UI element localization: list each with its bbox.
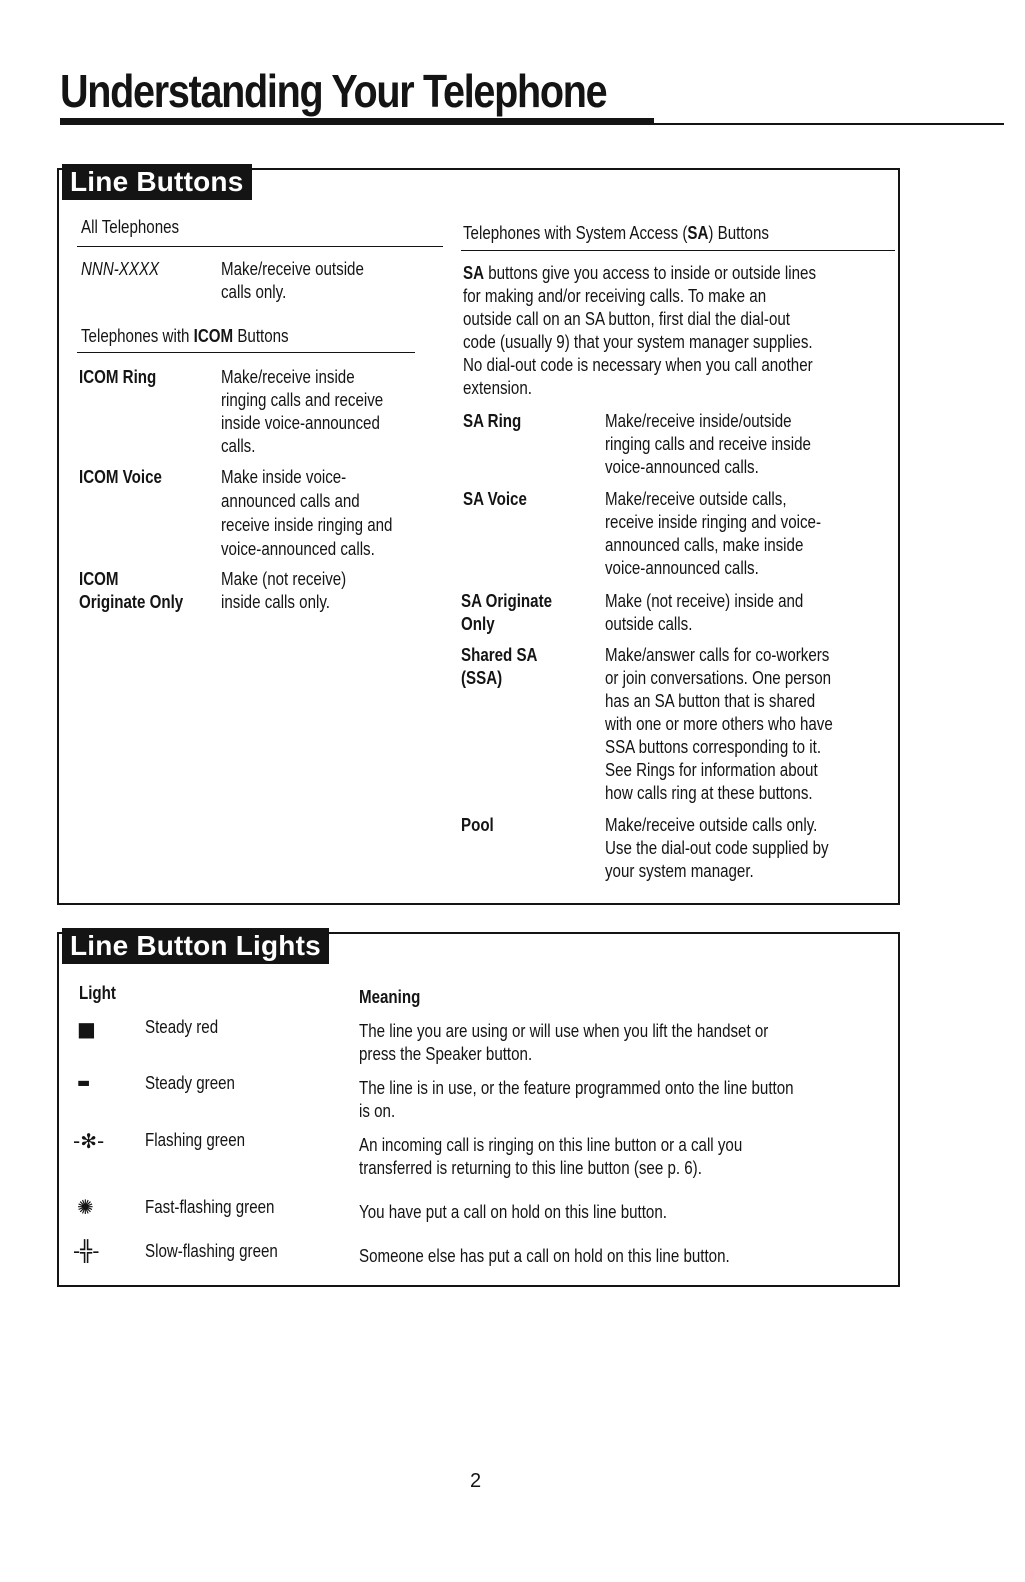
sa-originate-desc-2: outside calls. [605,614,693,634]
steady-green-label: Steady green [145,1073,235,1093]
sa-voice-desc-4: voice-announced calls. [605,558,759,578]
sa-intro-2: for making and/or receiving calls. To make an [463,286,767,306]
icom-voice-desc-3: receive inside ringing and [221,515,393,535]
fast-flashing-green-label: Fast-flashing green [145,1197,275,1217]
nnn-xxxx-term: NNN-XXXX [81,259,160,279]
shared-sa-desc-3: has an SA button that is shared [605,691,816,711]
meaning-column-header: Meaning [359,987,421,1007]
sa-ring-term: SA Ring [463,411,522,431]
light-column-header: Light [79,983,116,1003]
sa-voice-desc-3: announced calls, make inside [605,535,804,555]
shared-sa-desc-7: how calls ring at these buttons. [605,783,813,803]
sa-voice-term: SA Voice [463,489,527,509]
icom-ring-desc-3: inside voice-announced [221,413,380,433]
slow-flashing-green-label: Slow-flashing green [145,1241,278,1261]
sa-originate-term-2: Only [461,614,495,634]
sa-intro-1: SA buttons give you access to inside or outside lines [463,263,817,283]
sa-intro-3: outside call on an SA button, first dial the dial-out [463,309,790,329]
line-button-lights-header: Line Button Lights [62,928,329,964]
divider [77,246,443,247]
steady-red-meaning-1: The line you are using or will use when you lift the handset or [359,1021,769,1041]
icom-voice-desc-2: announced calls and [221,491,360,511]
icom-originate-term-2: Originate Only [79,592,184,612]
shared-sa-desc-2: or join conversations. One person [605,668,832,688]
fast-flashing-green-icon: ✺ [77,1195,94,1219]
sa-ring-desc-1: Make/receive inside/outside [605,411,792,431]
icom-voice-desc-1: Make inside voice- [221,467,347,487]
line-buttons-header: Line Buttons [62,164,252,200]
sa-ring-desc-3: voice-announced calls. [605,457,759,477]
slow-flashing-green-meaning-1: Someone else has put a call on hold on this line button. [359,1246,730,1266]
icom-voice-desc-4: voice-announced calls. [221,539,375,559]
shared-sa-desc-6: See Rings for information about [605,760,818,780]
pool-term: Pool [461,815,494,835]
page-number: 2 [470,1470,482,1492]
nnn-xxxx-desc-2: calls only. [221,282,287,302]
icom-voice-term: ICOM Voice [79,467,162,487]
sa-intro-5: No dial-out code is necessary when you call another [463,355,813,375]
title-rule-thin [60,123,1004,125]
steady-red-icon: ■ [77,1017,96,1041]
line-button-lights-section [57,932,900,1287]
divider [461,250,895,251]
icom-originate-desc-2: inside calls only. [221,592,330,612]
steady-green-icon: ▬ [77,1075,91,1091]
icom-originate-term-1: ICOM [79,569,119,589]
icom-ring-term: ICOM Ring [79,367,157,387]
sa-voice-desc-2: receive inside ringing and voice- [605,512,822,532]
steady-green-meaning-2: is on. [359,1101,396,1121]
icom-originate-desc-1: Make (not receive) [221,569,347,589]
sa-voice-desc-1: Make/receive outside calls, [605,489,787,509]
sa-intro-6: extension. [463,378,532,398]
all-telephones-label: All Telephones [81,217,180,237]
page-title: Understanding Your Telephone [60,65,607,117]
flashing-green-meaning-2: transferred is returning to this line button (see p. 6). [359,1158,702,1178]
icom-ring-desc-2: ringing calls and receive [221,390,384,410]
sa-originate-desc-1: Make (not receive) inside and [605,591,804,611]
icom-ring-desc-1: Make/receive inside [221,367,355,387]
divider [77,352,415,353]
line-buttons-section [57,168,900,905]
shared-sa-term-2: (SSA) [461,668,503,688]
steady-red-meaning-2: press the Speaker button. [359,1044,533,1064]
slow-flashing-green-icon: -╬- [73,1239,100,1263]
nnn-xxxx-desc-1: Make/receive outside [221,259,364,279]
flashing-green-label: Flashing green [145,1130,246,1150]
sa-intro-4: code (usually 9) that your system manager supplies. [463,332,813,352]
shared-sa-desc-4: with one or more others who have [605,714,833,734]
pool-desc-1: Make/receive outside calls only. [605,815,818,835]
sa-label: Telephones with System Access (SA) Buttons [463,223,769,243]
icom-ring-desc-4: calls. [221,436,256,456]
icom-label: Telephones with ICOM Buttons [81,326,289,346]
shared-sa-desc-1: Make/answer calls for co-workers [605,645,830,665]
shared-sa-term-1: Shared SA [461,645,538,665]
sa-ring-desc-2: ringing calls and receive inside [605,434,811,454]
steady-red-label: Steady red [145,1017,219,1037]
shared-sa-desc-5: SSA buttons corresponding to it. [605,737,822,757]
flashing-green-meaning-1: An incoming call is ringing on this line button or a call you [359,1135,743,1155]
pool-desc-2: Use the dial-out code supplied by [605,838,829,858]
steady-green-meaning-1: The line is in use, or the feature programmed onto the line button [359,1078,794,1098]
fast-flashing-green-meaning-1: You have put a call on hold on this line button. [359,1202,667,1222]
sa-originate-term-1: SA Originate [461,591,553,611]
flashing-green-icon: -✻- [73,1129,105,1153]
pool-desc-3: your system manager. [605,861,754,881]
